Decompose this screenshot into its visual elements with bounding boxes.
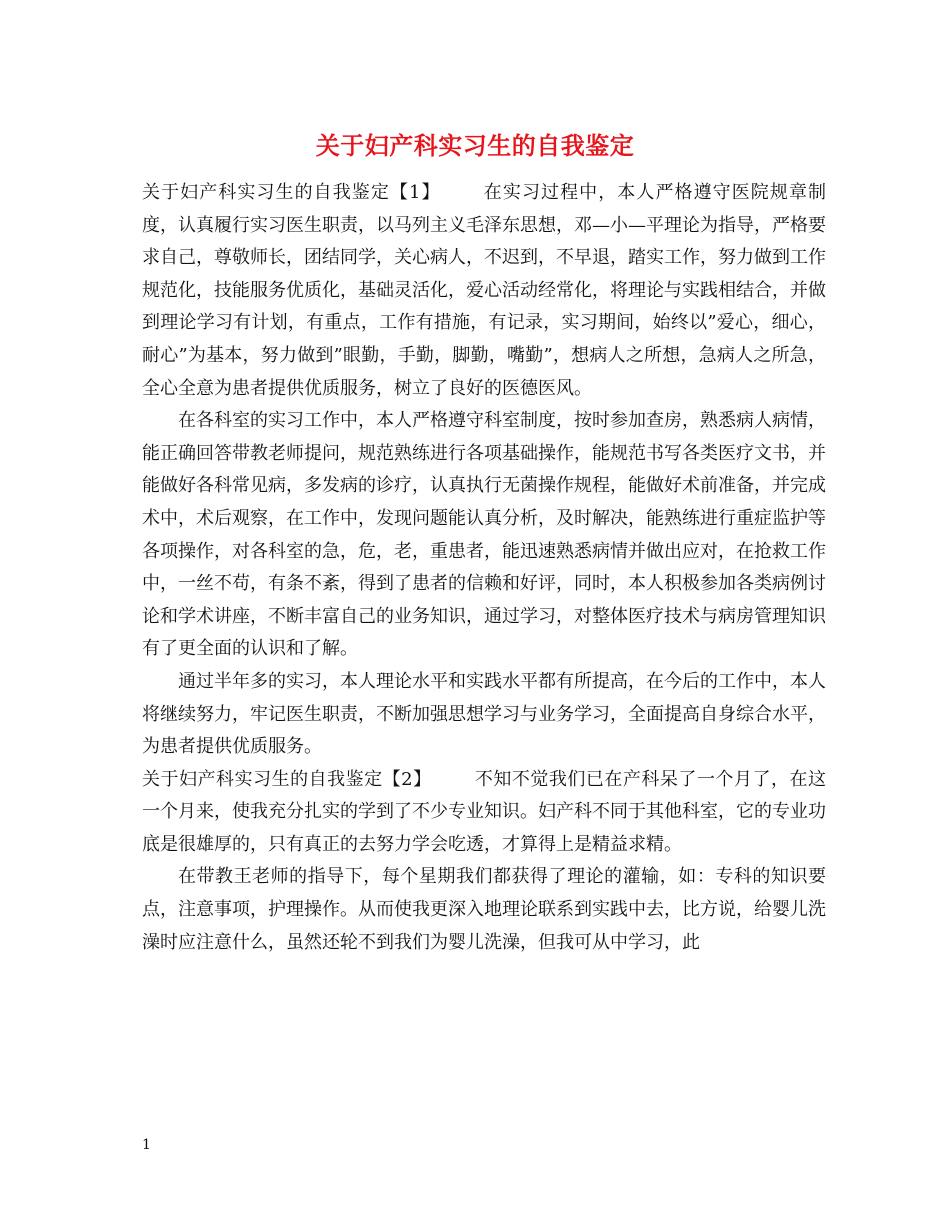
section-1-intro: [142, 177, 826, 405]
paragraph: 通过半年多的实习，本人理论水平和实践水平都有所提高，在今后的工作中，本人将继续努力，牢记医生职责，不断加强思想学习与业务学习，全面提高自身综合水平，为患者提供优质服务。: [142, 670, 826, 758]
section-heading: 关于妇产科实习生的自我鉴定【1】: [142, 182, 441, 203]
page-number: 1: [142, 1137, 151, 1153]
section-heading: 关于妇产科实习生的自我鉴定【2】: [142, 768, 432, 790]
document-body: [142, 177, 826, 959]
paragraph: 在各科室的实习工作中，本人严格遵守科室制度，按时参加查房，熟悉病人病情，能正确回答带教老师提问，规范熟练进行各项基础操作，能规范书写各类医疗文书，并能做好各科常见病，多发病的诊疗，认真执行无菌操作规程，能做好术前准备，并完成术中，术后观察，在工作中，发现问题能认真分析，及时解决，能熟练进行重症监护等各项操作，对各科室的急，危，老，重患者，能迅速熟悉病情并做出应对，在抢救工作中，一丝不苟，有条不紊，得到了患者的信赖和好评，同时，本人积极参加各类病例讨论和学术讲座，不断丰富自己的业务知识，通过学习，对整体医疗技术与病房管理知识有了更全面的认识和了解。: [142, 410, 826, 660]
section-2-intro: [142, 764, 826, 862]
paragraph-text: 不知不觉我们已在产科呆了一个月了，在这一个月来，使我充分扎实的学到了不少专业知识。妇产科不同于其他科室，它的专业功底是很雄厚的，只有真正的去努力学会吃透，才算得上是精益求精。: [142, 768, 827, 855]
paragraph-text: 在实习过程中，本人严格遵守医院规章制度，认真履行实习医生职责，以马列主义毛泽东思想，邓—小—平理论为指导，严格要求自己，尊敬师长，团结同学，关心病人，不迟到，不早退，踏实工作，努力做到工作规范化，技能服务优质化，基础灵活化，爱心活动经常化，将理论与实践相结合，并做到理论学习有计划，有重点，工作有措施，有记录，实习期间，始终以”爱心，细心，耐心”为基本，努力做到”眼勤，手勤，脚勤，嘴勤”，想病人之所想，急病人之所急，全心全意为患者提供优质服务，树立了良好的医德医风。: [142, 182, 827, 399]
document-title: 关于妇产科实习生的自我鉴定: [315, 131, 635, 160]
paragraph: 在带教王老师的指导下，每个星期我们都获得了理论的灌输，如：专科的知识要点，注意事项，护理操作。从而使我更深入地理论联系到实践中去，比方说，给婴儿洗澡时应注意什么，虽然还轮不到我们为婴儿洗澡，但我可从中学习，此: [142, 866, 826, 953]
